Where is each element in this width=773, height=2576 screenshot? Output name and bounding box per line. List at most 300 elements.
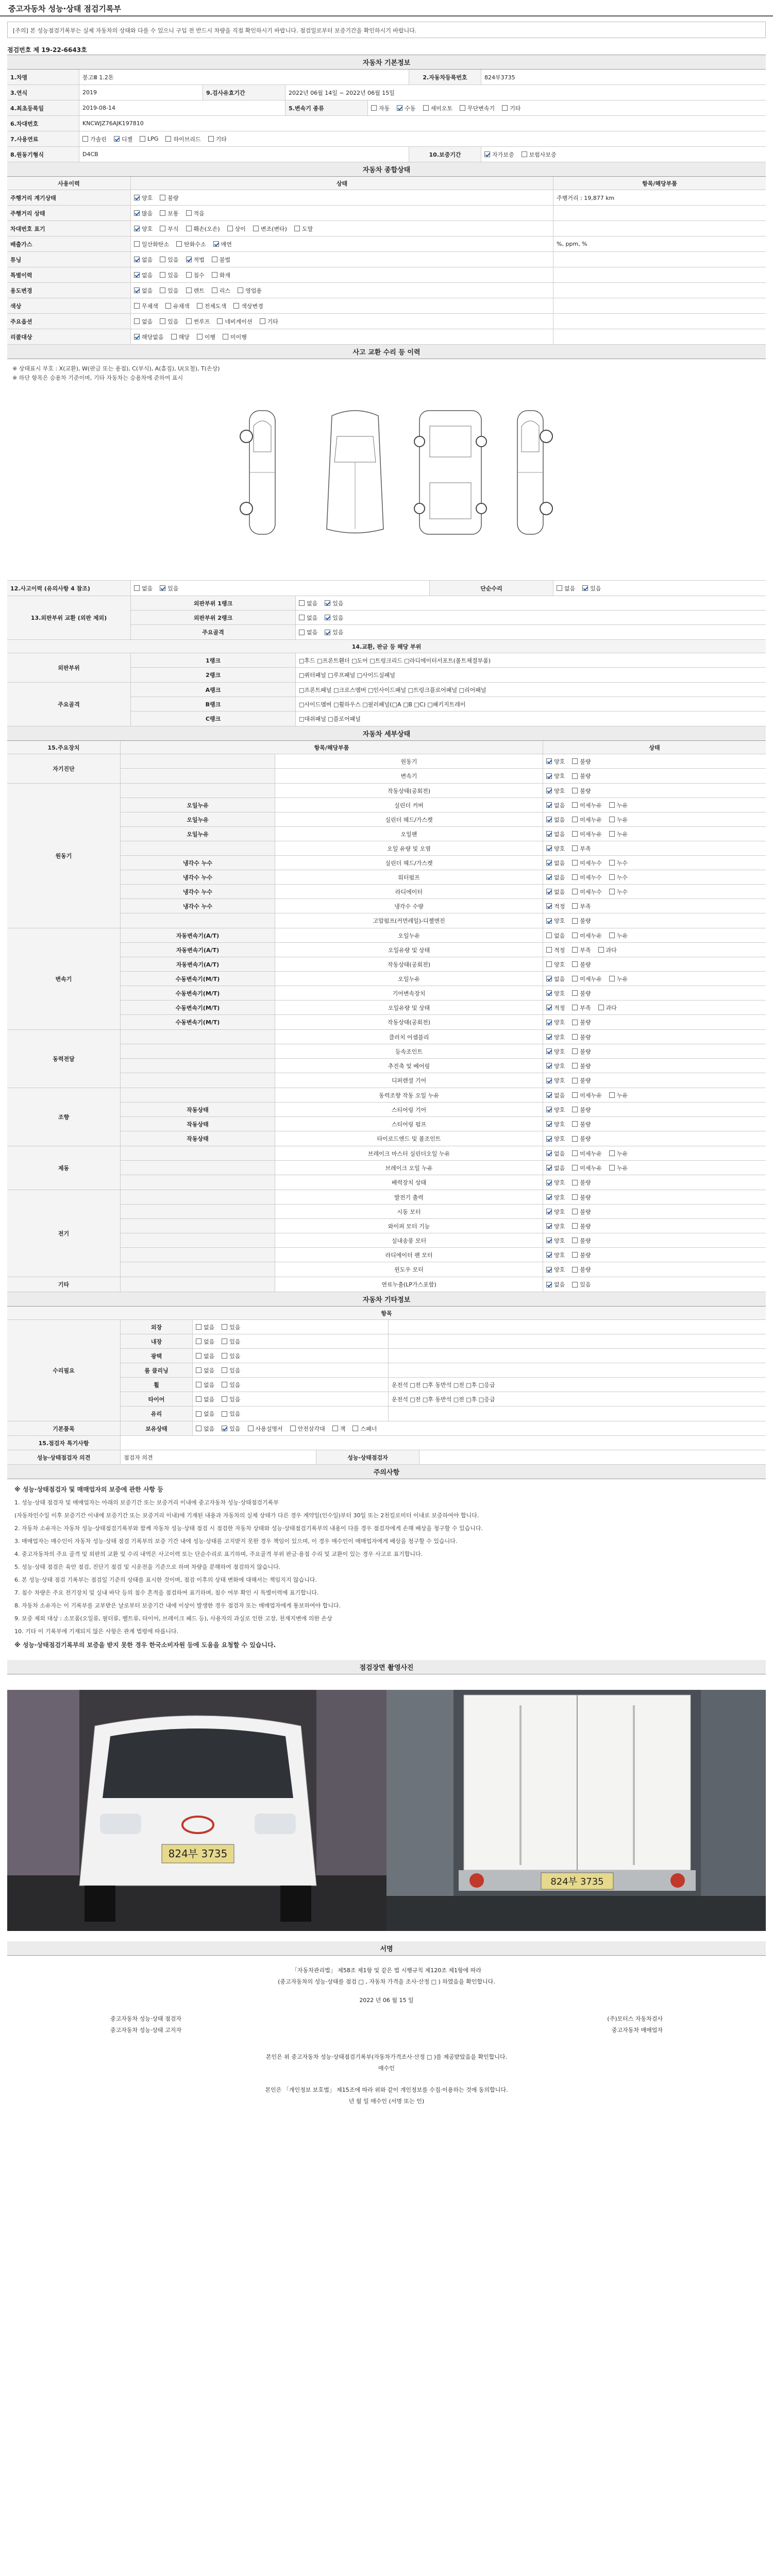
checkbox-icon[interactable] [160,318,165,324]
checkbox-icon[interactable] [572,1034,578,1040]
checkbox-option[interactable] [609,830,628,838]
checkbox-option[interactable] [325,614,343,622]
checkbox-option[interactable] [546,931,565,940]
checkbox-icon[interactable] [223,334,228,340]
checkbox-option[interactable] [546,1236,565,1245]
checkbox-option[interactable] [134,240,169,248]
checkbox-icon[interactable] [522,151,527,157]
checkbox-option[interactable] [598,1004,617,1012]
checkbox-icon[interactable] [546,788,552,793]
checkbox-icon[interactable] [212,287,217,293]
checkbox-icon[interactable] [598,1005,604,1010]
checkbox-icon[interactable] [546,1238,552,1243]
checkbox-icon[interactable] [546,1048,552,1054]
checkbox-icon[interactable] [546,874,552,880]
checkbox-option[interactable] [196,1425,214,1433]
checkbox-icon[interactable] [572,903,578,909]
checkbox-option[interactable] [572,1134,591,1143]
checkbox-icon[interactable] [160,585,165,591]
checkbox-icon[interactable] [572,758,578,764]
checkbox-option[interactable] [572,960,591,969]
checkbox-option[interactable] [546,830,565,838]
checkbox-icon[interactable] [213,241,219,247]
checkbox-icon[interactable] [546,1092,552,1098]
checkbox-icon[interactable] [227,226,233,231]
checkbox-icon[interactable] [546,1223,552,1229]
checkbox-option[interactable] [546,1047,565,1056]
checkbox-icon[interactable] [134,241,140,247]
checkbox-icon[interactable] [134,318,140,324]
checkbox-icon[interactable] [572,889,578,894]
checkbox-icon[interactable] [546,817,552,822]
checkbox-icon[interactable] [609,1150,615,1156]
checkbox-icon[interactable] [546,1282,552,1287]
checkbox-icon[interactable] [134,210,140,216]
checkbox-icon[interactable] [233,303,239,309]
checkbox-icon[interactable] [609,860,615,866]
checkbox-icon[interactable] [186,210,192,216]
checkbox-icon[interactable] [546,918,552,924]
checkbox-option[interactable] [546,1208,565,1216]
checkbox-icon[interactable] [572,1180,578,1185]
checkbox-option[interactable] [423,104,453,112]
checkbox-option[interactable] [546,873,565,882]
checkbox-option[interactable] [134,225,153,233]
checkbox-icon[interactable] [332,1426,338,1431]
checkbox-icon[interactable] [572,947,578,953]
checkbox-icon[interactable] [609,1165,615,1171]
checkbox-option[interactable] [546,1149,565,1158]
checkbox-option[interactable] [546,1033,565,1041]
checkbox-option[interactable] [197,333,215,341]
checkbox-option[interactable] [546,1164,565,1172]
checkbox-icon[interactable] [546,990,552,996]
checkbox-icon[interactable] [572,1107,578,1112]
checkbox-option[interactable] [546,1193,565,1201]
checkbox-option[interactable] [222,1425,240,1433]
checkbox-option[interactable] [572,1251,591,1259]
checkbox-icon[interactable] [160,226,165,231]
checkbox-icon[interactable] [196,1338,201,1344]
checkbox-option[interactable] [484,150,514,159]
checkbox-option[interactable] [572,801,602,809]
checkbox-icon[interactable] [160,210,165,216]
checkbox-option[interactable] [609,801,628,809]
checkbox-icon[interactable] [572,1136,578,1142]
checkbox-option[interactable] [165,135,200,143]
checkbox-option[interactable] [299,599,317,607]
checkbox-option[interactable] [572,1018,591,1026]
checkbox-icon[interactable] [572,1005,578,1010]
checkbox-icon[interactable] [546,903,552,909]
checkbox-icon[interactable] [160,272,165,278]
checkbox-icon[interactable] [196,1382,201,1387]
checkbox-option[interactable] [186,209,205,217]
checkbox-icon[interactable] [546,860,552,866]
checkbox-icon[interactable] [572,1252,578,1258]
checkbox-icon[interactable] [165,303,171,309]
checkbox-option[interactable] [114,135,132,143]
checkbox-option[interactable] [299,614,317,622]
checkbox-icon[interactable] [572,1048,578,1054]
checkbox-icon[interactable] [371,105,377,111]
checkbox-option[interactable] [609,1164,628,1172]
checkbox-option[interactable] [546,787,565,795]
checkbox-icon[interactable] [572,961,578,967]
checkbox-option[interactable] [186,256,205,264]
checkbox-icon[interactable] [325,630,330,635]
checkbox-icon[interactable] [222,1426,227,1431]
checkbox-option[interactable] [546,801,565,809]
checkbox-icon[interactable] [572,1238,578,1243]
checkbox-icon[interactable] [572,831,578,837]
checkbox-icon[interactable] [572,1092,578,1098]
checkbox-option[interactable] [171,333,190,341]
checkbox-option[interactable] [160,286,178,295]
checkbox-icon[interactable] [557,585,562,591]
checkbox-icon[interactable] [546,961,552,967]
checkbox-option[interactable] [134,302,158,310]
checkbox-icon[interactable] [134,585,140,591]
checkbox-icon[interactable] [222,1324,227,1330]
checkbox-option[interactable] [197,302,227,310]
checkbox-icon[interactable] [134,272,140,278]
checkbox-option[interactable] [134,286,153,295]
checkbox-option[interactable] [186,225,220,233]
checkbox-option[interactable] [572,888,602,896]
checkbox-option[interactable] [546,888,565,896]
checkbox-option[interactable] [572,1062,591,1070]
checkbox-option[interactable] [186,271,205,279]
checkbox-icon[interactable] [546,1005,552,1010]
checkbox-icon[interactable] [397,105,402,111]
checkbox-icon[interactable] [572,1150,578,1156]
checkbox-option[interactable] [546,946,565,954]
checkbox-icon[interactable] [572,918,578,924]
checkbox-option[interactable] [522,150,557,159]
checkbox-option[interactable] [546,1280,565,1289]
checkbox-option[interactable] [572,1222,591,1230]
checkbox-option[interactable] [598,946,617,954]
checkbox-icon[interactable] [196,1396,201,1402]
checkbox-option[interactable] [572,975,602,983]
checkbox-icon[interactable] [609,976,615,981]
checkbox-option[interactable] [290,1425,325,1433]
checkbox-option[interactable] [546,1120,565,1128]
checkbox-option[interactable] [546,1265,565,1274]
checkbox-option[interactable] [212,286,230,295]
checkbox-icon[interactable] [134,226,140,231]
checkbox-icon[interactable] [546,933,552,938]
checkbox-option[interactable] [546,917,565,925]
checkbox-option[interactable] [572,1091,602,1099]
checkbox-icon[interactable] [160,287,165,293]
checkbox-option[interactable] [546,1178,565,1187]
checkbox-icon[interactable] [546,1150,552,1156]
checkbox-option[interactable] [134,256,153,264]
checkbox-icon[interactable] [546,773,552,779]
checkbox-option[interactable] [572,1178,591,1187]
checkbox-option[interactable] [572,1193,591,1201]
checkbox-icon[interactable] [609,817,615,822]
checkbox-icon[interactable] [572,874,578,880]
checkbox-option[interactable] [572,757,591,766]
checkbox-icon[interactable] [546,1107,552,1112]
checkbox-icon[interactable] [572,1194,578,1200]
checkbox-option[interactable] [546,1091,565,1099]
checkbox-option[interactable] [572,772,591,780]
checkbox-option[interactable] [572,1280,591,1289]
checkbox-option[interactable] [397,104,415,112]
checkbox-option[interactable] [557,584,575,592]
checkbox-option[interactable] [609,816,628,824]
checkbox-option[interactable] [546,1018,565,1026]
checkbox-option[interactable] [546,1076,565,1084]
checkbox-icon[interactable] [546,758,552,764]
checkbox-icon[interactable] [572,1020,578,1025]
checkbox-icon[interactable] [222,1396,227,1402]
checkbox-option[interactable] [208,135,227,143]
checkbox-option[interactable] [546,757,565,766]
checkbox-option[interactable] [222,1323,240,1331]
checkbox-option[interactable] [222,1410,240,1418]
checkbox-icon[interactable] [134,195,140,200]
checkbox-option[interactable] [609,859,628,867]
checkbox-option[interactable] [572,1149,602,1158]
checkbox-option[interactable] [176,240,206,248]
checkbox-option[interactable] [546,1106,565,1114]
checkbox-icon[interactable] [222,1353,227,1359]
checkbox-option[interactable] [223,333,247,341]
checkbox-option[interactable] [299,628,317,636]
checkbox-icon[interactable] [546,947,552,953]
checkbox-icon[interactable] [546,802,552,808]
checkbox-option[interactable] [160,256,178,264]
checkbox-option[interactable] [609,888,628,896]
checkbox-icon[interactable] [222,1338,227,1344]
checkbox-icon[interactable] [197,303,203,309]
checkbox-option[interactable] [196,1395,214,1403]
checkbox-icon[interactable] [546,1121,552,1127]
checkbox-icon[interactable] [299,600,305,606]
checkbox-icon[interactable] [572,860,578,866]
checkbox-icon[interactable] [546,1020,552,1025]
checkbox-icon[interactable] [423,105,429,111]
checkbox-icon[interactable] [572,788,578,793]
checkbox-icon[interactable] [196,1411,201,1417]
checkbox-icon[interactable] [546,1180,552,1185]
checkbox-icon[interactable] [325,600,330,606]
checkbox-icon[interactable] [546,845,552,851]
checkbox-icon[interactable] [572,1282,578,1287]
checkbox-icon[interactable] [546,1165,552,1171]
checkbox-icon[interactable] [134,257,140,262]
checkbox-option[interactable] [609,1091,628,1099]
checkbox-icon[interactable] [165,136,171,142]
checkbox-option[interactable] [546,1251,565,1259]
checkbox-option[interactable] [546,844,565,853]
checkbox-option[interactable] [160,271,178,279]
checkbox-icon[interactable] [572,817,578,822]
checkbox-icon[interactable] [325,615,330,620]
checkbox-icon[interactable] [609,933,615,938]
checkbox-icon[interactable] [217,318,223,324]
checkbox-option[interactable] [546,1004,565,1012]
checkbox-option[interactable] [546,816,565,824]
checkbox-option[interactable] [546,902,565,910]
checkbox-icon[interactable] [546,1136,552,1142]
checkbox-icon[interactable] [222,1367,227,1373]
checkbox-option[interactable] [325,628,343,636]
checkbox-icon[interactable] [572,1078,578,1083]
checkbox-icon[interactable] [572,773,578,779]
checkbox-option[interactable] [212,271,230,279]
checkbox-option[interactable] [572,989,591,997]
checkbox-icon[interactable] [134,334,140,340]
checkbox-option[interactable] [572,931,602,940]
checkbox-option[interactable] [248,1425,283,1433]
checkbox-option[interactable] [572,1076,591,1084]
checkbox-option[interactable] [546,1062,565,1070]
checkbox-icon[interactable] [572,1223,578,1229]
checkbox-icon[interactable] [160,195,165,200]
checkbox-option[interactable] [609,931,628,940]
checkbox-icon[interactable] [134,287,140,293]
checkbox-icon[interactable] [212,257,217,262]
checkbox-option[interactable] [213,240,232,248]
checkbox-icon[interactable] [248,1426,254,1431]
checkbox-option[interactable] [502,104,520,112]
checkbox-icon[interactable] [222,1411,227,1417]
checkbox-icon[interactable] [290,1426,296,1431]
checkbox-icon[interactable] [609,802,615,808]
checkbox-icon[interactable] [572,845,578,851]
checkbox-icon[interactable] [186,257,192,262]
checkbox-option[interactable] [134,271,153,279]
checkbox-icon[interactable] [299,615,305,620]
checkbox-icon[interactable] [82,136,88,142]
checkbox-option[interactable] [572,1164,602,1172]
checkbox-option[interactable] [196,1410,214,1418]
checkbox-option[interactable] [222,1337,240,1346]
checkbox-option[interactable] [160,317,178,326]
checkbox-icon[interactable] [572,802,578,808]
checkbox-option[interactable] [196,1366,214,1375]
checkbox-icon[interactable] [609,1092,615,1098]
checkbox-icon[interactable] [171,334,177,340]
checkbox-icon[interactable] [196,1367,201,1373]
checkbox-icon[interactable] [176,241,182,247]
checkbox-option[interactable] [222,1366,240,1375]
checkbox-icon[interactable] [212,272,217,278]
checkbox-option[interactable] [546,772,565,780]
checkbox-icon[interactable] [546,976,552,981]
checkbox-icon[interactable] [546,1194,552,1200]
checkbox-option[interactable] [572,873,602,882]
checkbox-option[interactable] [222,1381,240,1389]
checkbox-option[interactable] [609,1149,628,1158]
checkbox-option[interactable] [325,599,343,607]
checkbox-icon[interactable] [238,287,243,293]
checkbox-option[interactable] [160,584,178,592]
checkbox-icon[interactable] [609,874,615,880]
checkbox-option[interactable] [572,787,591,795]
checkbox-option[interactable] [546,859,565,867]
checkbox-option[interactable] [572,1236,591,1245]
checkbox-icon[interactable] [197,334,203,340]
checkbox-icon[interactable] [572,933,578,938]
checkbox-option[interactable] [233,302,263,310]
checkbox-option[interactable] [609,873,628,882]
checkbox-option[interactable] [572,859,602,867]
checkbox-icon[interactable] [572,1165,578,1171]
checkbox-option[interactable] [253,225,287,233]
checkbox-option[interactable] [609,975,628,983]
checkbox-option[interactable] [134,194,153,202]
checkbox-icon[interactable] [484,151,490,157]
checkbox-icon[interactable] [114,136,120,142]
checkbox-option[interactable] [572,1106,591,1114]
checkbox-option[interactable] [572,917,591,925]
checkbox-option[interactable] [546,989,565,997]
checkbox-icon[interactable] [546,1267,552,1273]
checkbox-icon[interactable] [609,889,615,894]
checkbox-icon[interactable] [572,976,578,981]
checkbox-icon[interactable] [352,1426,358,1431]
checkbox-icon[interactable] [253,226,259,231]
checkbox-option[interactable] [134,209,153,217]
checkbox-option[interactable] [186,317,210,326]
checkbox-icon[interactable] [546,831,552,837]
checkbox-option[interactable] [572,1033,591,1041]
checkbox-option[interactable] [238,286,262,295]
checkbox-option[interactable] [332,1425,346,1433]
checkbox-option[interactable] [165,302,190,310]
checkbox-option[interactable] [572,1047,591,1056]
checkbox-icon[interactable] [546,1063,552,1069]
checkbox-icon[interactable] [160,257,165,262]
checkbox-option[interactable] [196,1323,214,1331]
checkbox-icon[interactable] [208,136,214,142]
checkbox-option[interactable] [352,1425,377,1433]
checkbox-icon[interactable] [196,1324,201,1330]
checkbox-option[interactable] [222,1352,240,1360]
checkbox-option[interactable] [546,1222,565,1230]
checkbox-icon[interactable] [598,947,604,953]
checkbox-option[interactable] [227,225,246,233]
checkbox-option[interactable] [546,975,565,983]
checkbox-icon[interactable] [546,889,552,894]
checkbox-icon[interactable] [260,318,265,324]
checkbox-option[interactable] [134,333,164,341]
checkbox-icon[interactable] [546,1252,552,1258]
checkbox-icon[interactable] [609,831,615,837]
checkbox-option[interactable] [572,946,591,954]
checkbox-option[interactable] [217,317,252,326]
checkbox-option[interactable] [134,317,153,326]
checkbox-option[interactable] [572,1265,591,1274]
checkbox-option[interactable] [260,317,278,326]
checkbox-option[interactable] [546,960,565,969]
checkbox-icon[interactable] [572,1209,578,1214]
checkbox-icon[interactable] [140,136,145,142]
checkbox-option[interactable] [212,256,230,264]
checkbox-icon[interactable] [546,1078,552,1083]
checkbox-icon[interactable] [572,1267,578,1273]
checkbox-icon[interactable] [546,1209,552,1214]
checkbox-icon[interactable] [196,1353,201,1359]
checkbox-icon[interactable] [502,105,508,111]
